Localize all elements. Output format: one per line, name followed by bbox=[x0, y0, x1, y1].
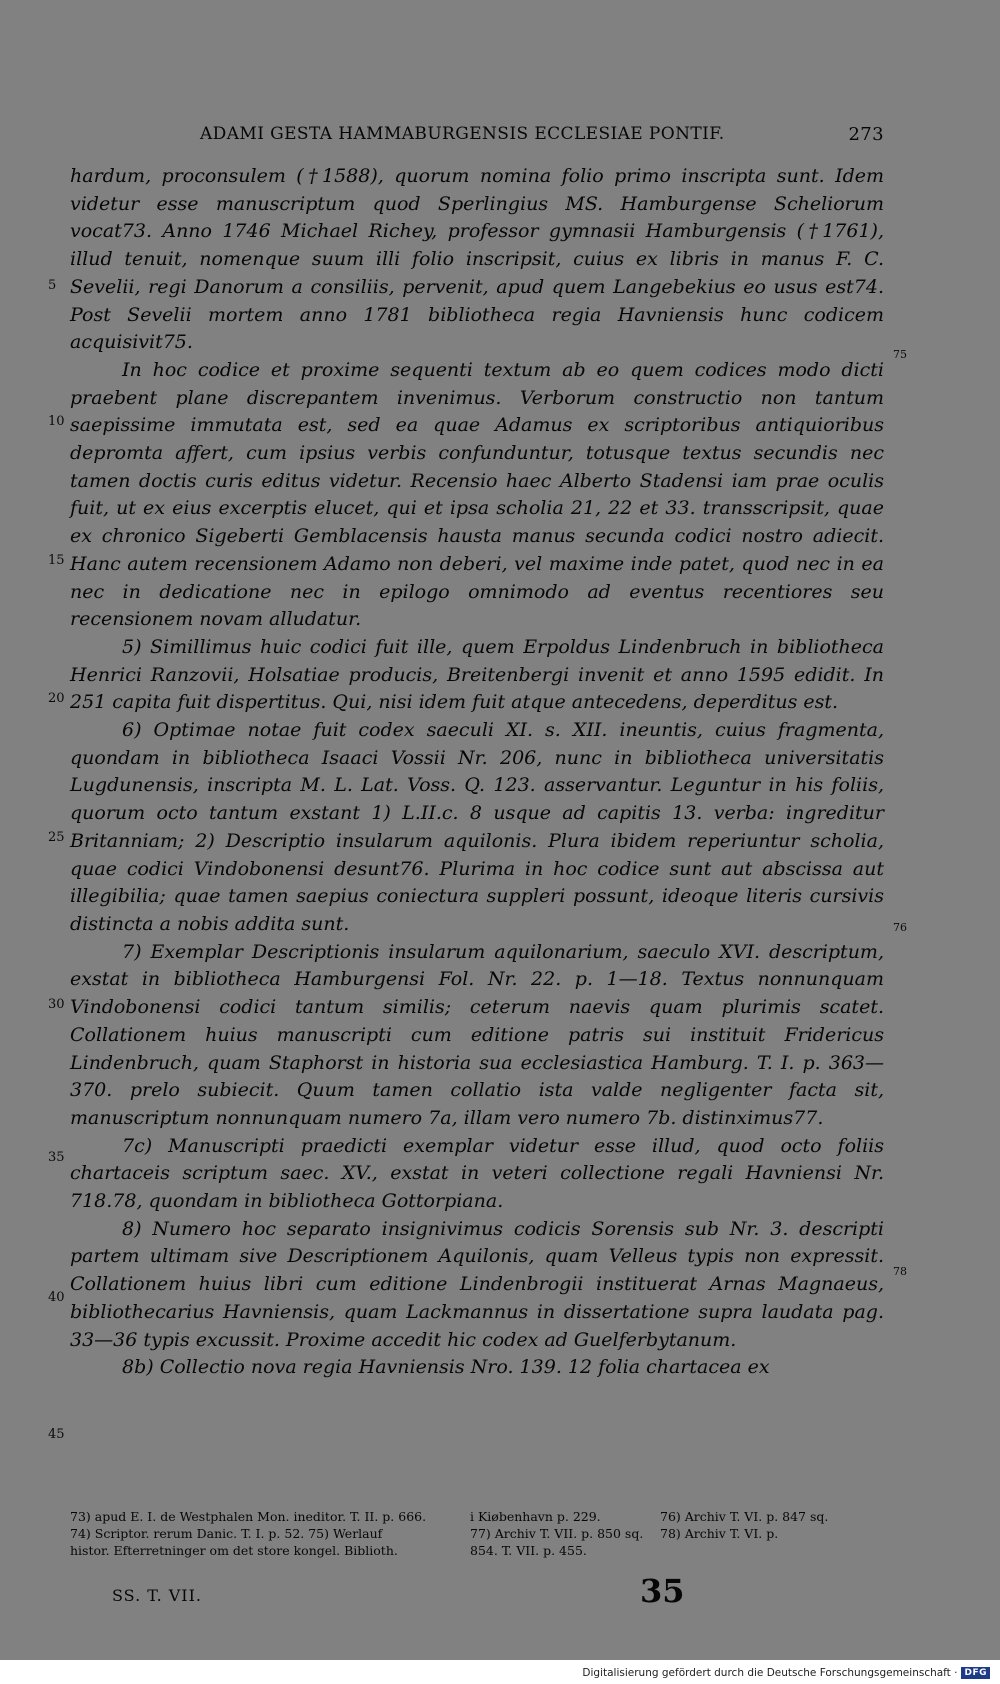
paragraph: 7) Exemplar Descriptionis insularum aquilonarium, saeculo XVI. descriptum, exstat in bibliotheca Hamburgensi Fol. Nr. 22. p. 1—18. Textus nonnunquam Vindobonensi codici tantum similis; ceterum naevis quam plurimis scatet. Collationem huius manuscripti cum editione patris sui instituit Fridericus Lindenbruch, quam Staphorst in historia sua ecclesiastica Hamburg. T. I. p. 363—370. prelo subiecit. Quum tamen collatio ista valde negligenter facta sit, manuscriptum nonnunquam numero 7a, illam vero numero 7b. distinximus77. bbox=[70, 940, 884, 1129]
line-number: 30 bbox=[48, 997, 65, 1012]
running-title: ADAMI GESTA HAMMABURGENSIS ECCLESIAE PONTIF. bbox=[200, 124, 725, 144]
footnote-text bbox=[660, 1543, 884, 1560]
line-number: 45 bbox=[48, 1427, 65, 1442]
dfg-logo-icon[interactable]: DFG bbox=[961, 1667, 990, 1679]
paragraph: In hoc codice et proxime sequenti textum ab eo quem codices modo dicti praebent plane discrepantem invenimus. Verborum constructio non tantum saepissime immutata est, sed ea quae Adamus ex scriptoribus antiquioribus depromta affert, cum ipsius verbis confunduntur, totusque textus secundis nec tamen doctis curis editus videtur. Recensio haec Alberto Stadensi iam prae oculis fuit, ut ex eius excerptis elucet, qui et ipsa scholia 21, 22 et 33. transscripsit, quae ex chronico Sigeberti Gemblacensis hausta manus secunda codici nostro adiecit. Hanc autem recensionem Adamo non deberi, vel maxime inde patet, quod nec in ea nec in dedicatione nec in epilogo omnimodo ad eventus recentiores seu recensionem novam alludatur. bbox=[70, 358, 884, 631]
digitization-credit bbox=[582, 1665, 990, 1681]
footnote-text: 78) Archiv T. VI. p. bbox=[660, 1525, 779, 1541]
paragraph: 6) Optimae notae fuit codex saeculi XI. s. XII. ineuntis, cuius fragmenta, quondam in bibliotheca Isaaci Vossii Nr. 206, nunc in bibliotheca universitatis Lugdunensis, inscripta M. L. Lat. Voss. Q. 123. asservantur. Leguntur in his foliis, quorum octo tantum exstant 1) L.II.c. 8 usque ad capitis 13. verba: ingreditur Britanniam; 2) Descriptio insularum aquilonis. Plura ibidem reperiuntur scholia, quae codici Vindobonensi desunt76. Plurima in hoc codice sunt aut abscissa aut illegibilia; quae tamen saepius coniectura suppleri possunt, ideoque literis cursivis distincta a nobis addita sunt. bbox=[70, 719, 884, 935]
paragraph: 8) Numero hoc separato insignivimus codicis Sorensis sub Nr. 3. descripti partem ultimam sive Descriptionem Aquilonis, quam Velleus typis non expressit. Collationem huius libri cum editione Lindenbrogii instituerat Arnas Magnaeus, bibliothecarius Havniensis, quam Lackmannus in dissertatione supra laudata pag. 33—36 typis excussit. Proxime accedit hic codex ad Guelferbytanum. bbox=[70, 1217, 884, 1351]
line-number: 40 bbox=[48, 1290, 65, 1305]
footnote-text: 77) Archiv T. VII. p. 850 sq. bbox=[470, 1525, 644, 1541]
margin-note-number: 75 bbox=[893, 348, 907, 361]
page-number: 273 bbox=[848, 124, 884, 145]
footnote-row bbox=[70, 1543, 884, 1560]
footnote-text: 76) Archiv T. VI. p. 847 sq. bbox=[660, 1509, 829, 1524]
sheet-number: 35 bbox=[640, 1572, 685, 1610]
margin-note-number: 78 bbox=[893, 1265, 907, 1278]
line-number: 35 bbox=[48, 1150, 65, 1165]
paragraph: 5) Simillimus huic codici fuit ille, quem Erpoldus Lindenbruch in bibliotheca Henrici Ranzovii, Holsatiae producis, Breitenbergi invenit et anno 1595 edidit. In 251 capita fuit dispertitus. Qui, nisi idem fuit atque antecedens, deperditus est. bbox=[70, 635, 884, 714]
footnote-text: histor. Efterretninger om det store kongel. Biblioth. bbox=[70, 1542, 398, 1558]
footnotes bbox=[70, 1509, 884, 1559]
margin-note-number: 76 bbox=[893, 921, 907, 934]
main-text bbox=[70, 163, 884, 1382]
footnote-row bbox=[70, 1526, 884, 1543]
line-number: 15 bbox=[48, 553, 65, 568]
footnote-text: 74) Scriptor. rerum Danic. T. I. p. 52. 75) Werlauf bbox=[70, 1525, 383, 1541]
footnote-text: i Kiøbenhavn p. 229. bbox=[470, 1509, 601, 1524]
line-number: 25 bbox=[48, 830, 65, 845]
line-number: 10 bbox=[48, 414, 65, 429]
paragraph: 7c) Manuscripti praedicti exemplar videtur esse illud, quod octo foliis chartaceis scriptum saec. XV., exstat in veteri collectione regali Havniensi Nr. 718.78, quondam in bibliotheca Gottorpiana. bbox=[70, 1134, 884, 1213]
line-number: 5 bbox=[48, 278, 57, 293]
paragraph: 8b) Collectio nova regia Havniensis Nro. 139. 12 folia chartacea ex bbox=[122, 1356, 770, 1379]
line-number: 20 bbox=[48, 691, 65, 706]
signature-mark: SS. T. VII. bbox=[112, 1586, 203, 1605]
footnote-text: 73) apud E. I. de Westphalen Mon. ineditor. T. II. p. 666. bbox=[70, 1509, 427, 1524]
footnote-text: 854. T. VII. p. 455. bbox=[470, 1542, 587, 1558]
credit-text: Digitalisierung gefördert durch die Deutsche Forschungsgemeinschaft · bbox=[582, 1667, 958, 1679]
paragraph: hardum, proconsulem (†1588), quorum nomina folio primo inscripta sunt. Idem videtur esse manuscriptum quod Sperlingius MS. Hamburgense Scheliorum vocat73. Anno 1746 Michael Richey, professor gymnasii Hamburgensis (†1761), illud tenuit, nomenque suum illi folio inscripsit, cuius ex libris in manus F. C. Sevelii, regi Danorum a consiliis, pervenit, apud quem Langebekius eo usus est74. Post Sevelii mortem anno 1781 bibliotheca regia Havniensis hunc codicem acquisivit75. bbox=[70, 165, 884, 354]
footnote-row bbox=[70, 1509, 884, 1526]
